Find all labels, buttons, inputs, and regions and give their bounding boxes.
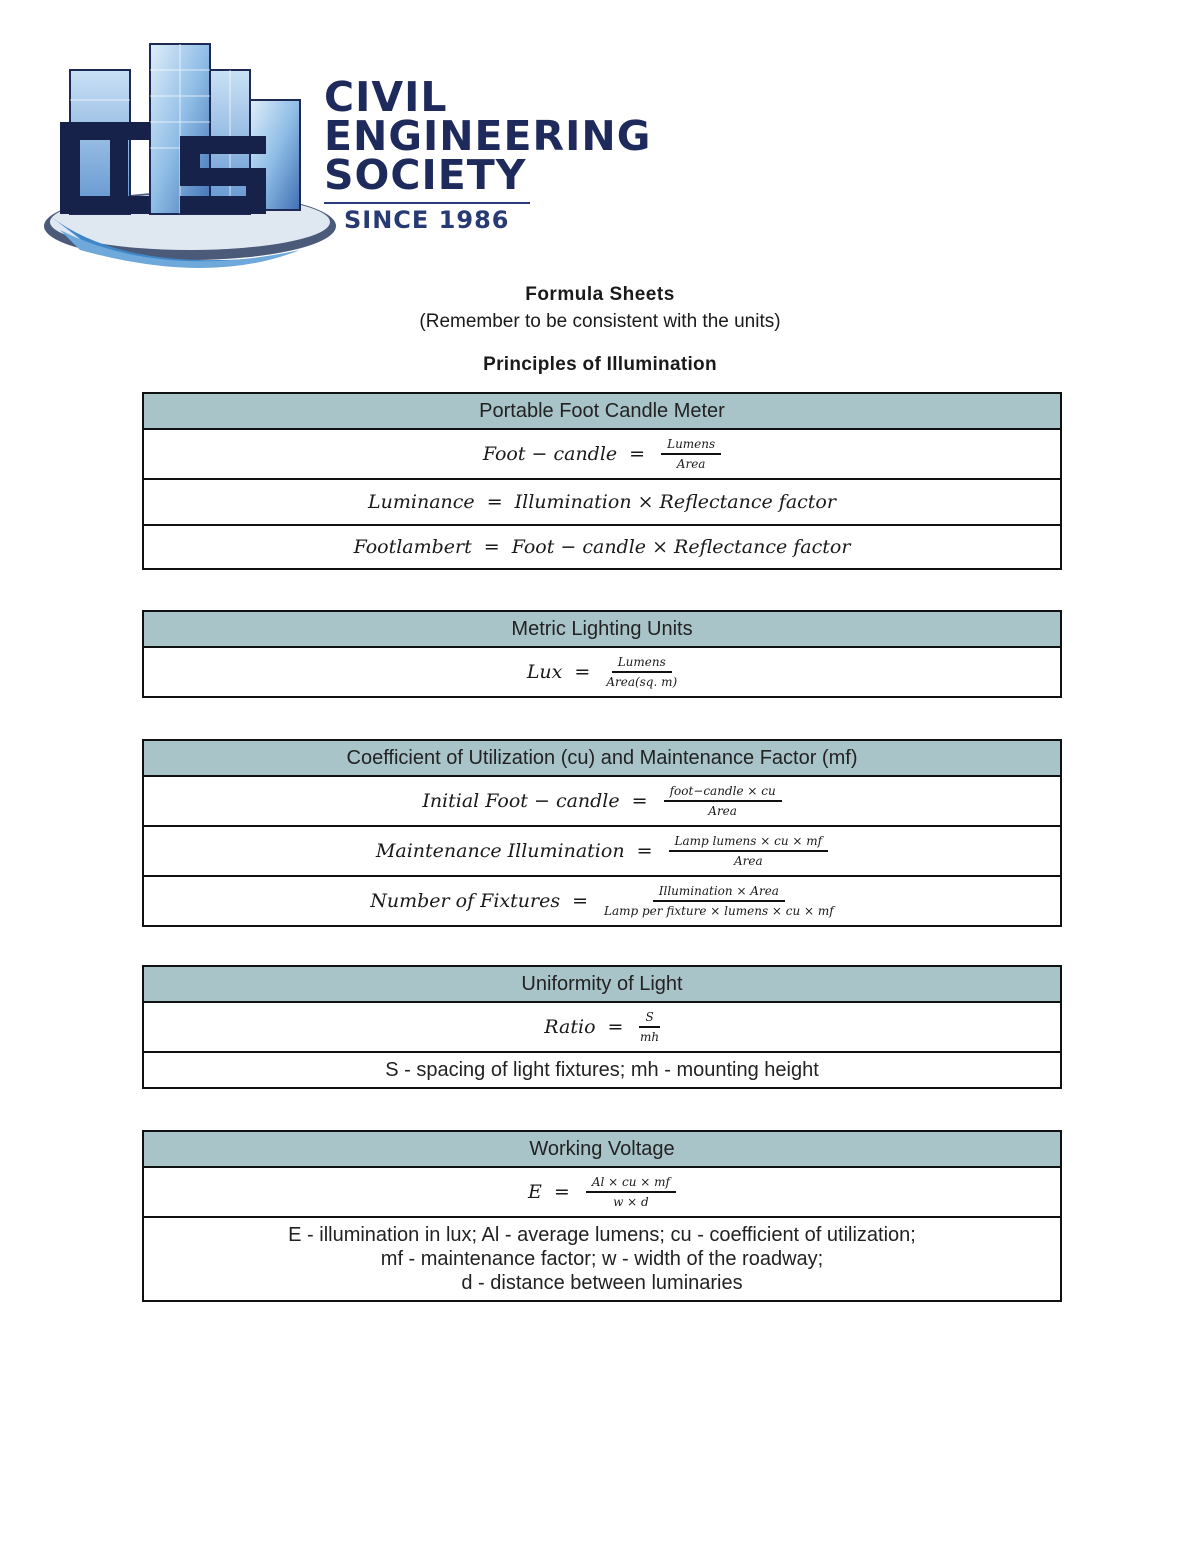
formula-row [144, 430, 1060, 480]
formula-operator: = [553, 1181, 570, 1203]
formula [528, 1175, 676, 1209]
formula [376, 834, 828, 868]
formula-row [144, 1168, 1060, 1218]
formula-operator: = [631, 790, 648, 812]
logo-since: SINCE 1986 [344, 206, 510, 234]
section-header: Uniformity of Light [144, 967, 1060, 1003]
formula [544, 1010, 659, 1044]
formula-row [144, 1003, 1060, 1053]
fraction-denominator: Area [708, 804, 737, 818]
fraction-denominator: mh [640, 1030, 660, 1044]
formula-operator: = [486, 491, 503, 513]
formula-operator: = [483, 536, 500, 558]
section-coefficient-utilization [142, 739, 1062, 927]
formula-lhs: Ratio [544, 1016, 596, 1038]
formula-lhs: Maintenance Illumination [375, 840, 625, 862]
fraction-numerator: Lumens [612, 655, 672, 673]
variable-legend: S - spacing of light fixtures; mh - mounting height [385, 1059, 819, 1081]
fraction-numerator: foot−candle × cu [664, 784, 782, 802]
description-row [144, 1218, 1060, 1300]
variable-legend-line: d - distance between luminaries [461, 1272, 743, 1294]
fraction [606, 655, 677, 689]
fraction-numerator: Lamp lumens × cu × mf [669, 834, 829, 852]
formula-row [144, 827, 1060, 877]
page-subtitle: Principles of Illumination [483, 354, 717, 375]
section-header: Metric Lighting Units [144, 612, 1060, 648]
fraction-denominator: Area(sq. m) [606, 675, 678, 689]
formula [483, 437, 721, 471]
formula-row [144, 480, 1060, 526]
formula-row [144, 877, 1060, 925]
fraction [669, 834, 829, 868]
section-portable-foot-candle-meter [142, 392, 1062, 570]
fraction [604, 884, 834, 918]
fraction-numerator: Lumens [661, 437, 721, 455]
section-header: Portable Foot Candle Meter [144, 394, 1060, 430]
section-header: Coefficient of Utilization (cu) and Maintenance Factor (mf) [144, 741, 1060, 777]
formula-row [144, 648, 1060, 696]
formula-rhs: Foot − candle × Reflectance factor [511, 536, 851, 558]
building-emblem-icon [40, 40, 340, 280]
fraction [586, 1175, 676, 1209]
formula-operator: = [607, 1016, 624, 1038]
fraction-denominator: Area [733, 854, 763, 868]
logo-line-civil: CIVIL [324, 73, 448, 121]
formula-lhs: E [528, 1181, 542, 1203]
formula-operator: = [636, 840, 653, 862]
formula-lhs: Foot − candle [482, 443, 618, 465]
formula-lhs: Initial Foot − candle [422, 790, 620, 812]
formula-row [144, 777, 1060, 827]
formula-operator: = [629, 443, 646, 465]
formula-operator: = [572, 890, 588, 912]
formula [368, 491, 836, 513]
description-row [144, 1053, 1060, 1087]
fraction [664, 784, 782, 818]
formula-lhs: Number of Fixtures [370, 890, 561, 912]
formula-operator: = [574, 661, 591, 683]
formula-row [144, 526, 1060, 568]
fraction-denominator: w × d [613, 1195, 649, 1209]
formula [527, 655, 677, 689]
variable-legend-line: E - illumination in lux; Al - average lumens; cu - coefficient of utilization; [288, 1224, 916, 1246]
fraction-numerator: Al × cu × mf [586, 1175, 676, 1193]
fraction [639, 1010, 659, 1044]
section-working-voltage [142, 1130, 1062, 1302]
fraction-denominator: Area [676, 457, 706, 471]
logo-line-society: SOCIETY [324, 151, 527, 199]
formula [354, 536, 851, 558]
logo-line-engineering: ENGINEERING [324, 112, 652, 160]
fraction [661, 437, 721, 471]
formula [370, 884, 834, 918]
page-title: Formula Sheets [525, 284, 675, 305]
fraction-numerator: S [639, 1010, 659, 1028]
units-note: (Remember to be consistent with the units) [419, 311, 781, 332]
formula [422, 784, 781, 818]
formula-rhs: Illumination × Reflectance factor [514, 491, 836, 513]
society-logo [40, 40, 680, 280]
fraction-denominator: Lamp per fixture × lumens × cu × mf [604, 904, 834, 918]
formula-lhs: Luminance [368, 491, 475, 513]
section-uniformity-of-light [142, 965, 1062, 1089]
variable-legend-line: mf - maintenance factor; w - width of the roadway; [380, 1248, 824, 1270]
section-metric-lighting-units [142, 610, 1062, 698]
fraction-numerator: Illumination × Area [653, 884, 785, 902]
formula-lhs: Lux [526, 661, 563, 683]
logo-divider [324, 202, 530, 204]
section-header: Working Voltage [144, 1132, 1060, 1168]
formula-lhs: Footlambert [353, 536, 472, 558]
